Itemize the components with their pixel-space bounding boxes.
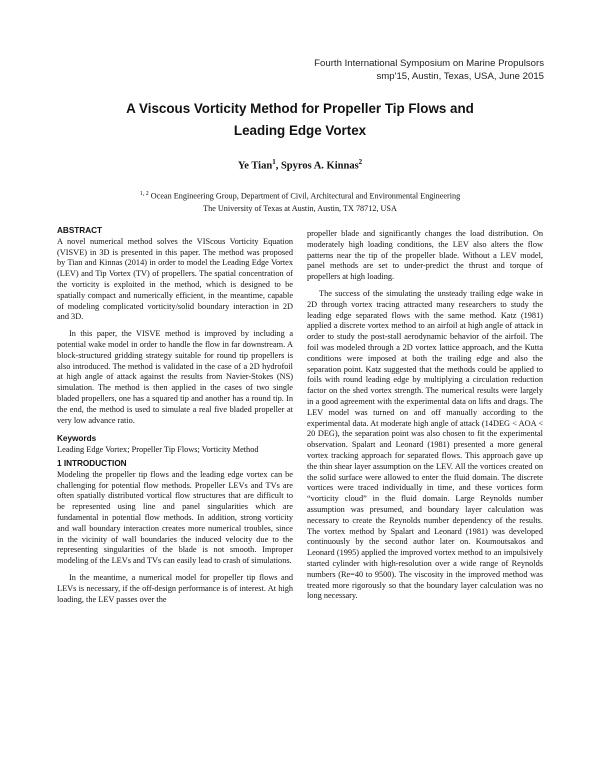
introduction-paragraph-4: The success of the simulating the unsteady trailing edge wake in 2D through vortex tracing attracted many researchers to study the leading edge separated flows with the same method. Katz (1981) applied a discrete vortex method to an airfoil at high angle of attack in order to study the post-stall aerodynamic behavior of the airfoil. The foil was modeled through a 2D vortex lattice approach, and the Kutta conditions were imposed at both the trailing edge and also the separation point. Katz suggested that the methods could be applied to foils with round leading edge by multiplying a circulation reduction factor on the shed vortex strength. The numerical results were largely in a good agreement with the experimental data on lifts and drags. The LEV model was turned on and off manually according to the experimental data. At moderate high angle of attack (14DEG < AOA < 20 DEG), the separation point was also chosen to fit the experimental observation. Spalart and Leonard (1981) presented a more general vortex tracking approach for separated flows. This approach gave up the thin shear layer assumption on the LEV. All the vortices created on the solid surface were allowed to enter the fluid domain. The discrete vortices were traced individually in time, and these vortices form “vorticity cloud” in the fluid domain. Large Reynolds number assumption was presumed, and boundary layer calculation was necessary to create the Reynolds number dependency of the results. The vortex method by Spalart and Leonard (1981) was developed continuously by the second author later on. Koumoutsakos and Leonard (1995) applied the improved vortex method to an impulsively started cylinder with high-resolution over a wide range of Reynolds numbers (Re=40 to 9500). The viscosity in the improved method was treated more rigorously so that the boundary layer calculation was no long necessary. <box>307 288 543 601</box>
author-separator: , <box>275 160 281 172</box>
author-1-name: Ye Tian <box>237 160 273 172</box>
keywords-text: Leading Edge Vortex; Propeller Tip Flows; Vorticity Method <box>57 445 259 455</box>
affiliation-line-1 <box>0 188 600 203</box>
right-column <box>307 229 543 602</box>
paper-title-line-2: Leading Edge Vortex <box>233 123 367 138</box>
affiliation-superscript: 1, 2 <box>139 191 149 197</box>
conference-header <box>314 57 544 83</box>
abstract-paragraph-1: A novel numerical method solves the VIScous Vorticity Equation (VISVE) in 3D is presented in this paper. The method was proposed by Tian and Kinnas (2014) in order to model the Leading Edge Vortex (LEV) and Tip Vortex (TV) of propellers. The spatial concentration of the vorticity is exploited in the method, which is designed to be spatially compact and numerically efficient, in the meantime, capable of modeling complicated vorticity/solid boundary interaction in 2D and 3D. <box>57 236 293 322</box>
abstract-paragraph-2: In this paper, the VISVE method is improved by including a potential wake model in order to handle the flow in far downstream. A block-structured gridding strategy suitable for round tip propellers is also introduced. The method is validated in the case of a 2D hydrofoil at high angle of attack against the results from Navier-Stokes (NS) simulation. The method is then applied in the cases of two single bladed propellers, one has a squared tip and another has a round tip. In the end, the method is used to simulate a real five bladed propeller at very low advance ratio. <box>57 329 293 425</box>
author-2-name: Spyros A. Kinnas <box>280 160 359 172</box>
affiliation <box>0 188 600 215</box>
affiliation-department: Ocean Engineering Group, Department of Civil, Architectural and Environmental Engineering <box>150 191 461 201</box>
conference-location-date: smp'15, Austin, Texas, USA, June 2015 <box>376 71 544 82</box>
paper-title <box>0 98 600 142</box>
paper-title-line-1: A Viscous Vorticity Method for Propeller Tip Flows and <box>126 101 474 116</box>
introduction-heading: 1 INTRODUCTION <box>57 458 127 468</box>
abstract-heading: ABSTRACT <box>57 226 103 235</box>
conference-name: Fourth International Symposium on Marine Propulsors <box>314 58 544 69</box>
affiliation-line-2: The University of Texas at Austin, Austin, TX 78712, USA <box>203 203 397 213</box>
keywords-heading: Keywords <box>57 434 97 444</box>
author-line <box>0 158 600 172</box>
author-2-superscript: 2 <box>358 158 363 166</box>
introduction-paragraph-1: Modeling the propeller tip flows and the leading edge vortex can be challenging for potential flow methods. Propeller LEVs and TVs are often spatially distributed vortical flow structures that are difficult to be represented using line and panel singularities which are fundamental in potential flow methods. In addition, strong vorticity and wall boundary interaction creates more numerical troubles, since in the vicinity of wall boundaries the induced velocity due to the representing singularities of the blade is not smooth. Improper modeling of the LEVs and TVs can easily lead to crash of simulations. <box>57 469 293 566</box>
left-column <box>57 226 293 605</box>
introduction-paragraph-3: propeller blade and significantly changes the load distribution. On moderately high loading conditions, the LEV also alters the flow patterns near the tip of the propeller blade. Without a LEV model, panel methods are set to under-predict the thrust and torque of propellers at high loading. <box>307 229 543 282</box>
author-1-superscript: 1 <box>272 158 276 166</box>
introduction-paragraph-2: In the meantime, a numerical model for propeller tip flows and LEVs is necessary, if the off-design performance is of interest. At high loading, the LEV passes over the <box>57 572 293 604</box>
